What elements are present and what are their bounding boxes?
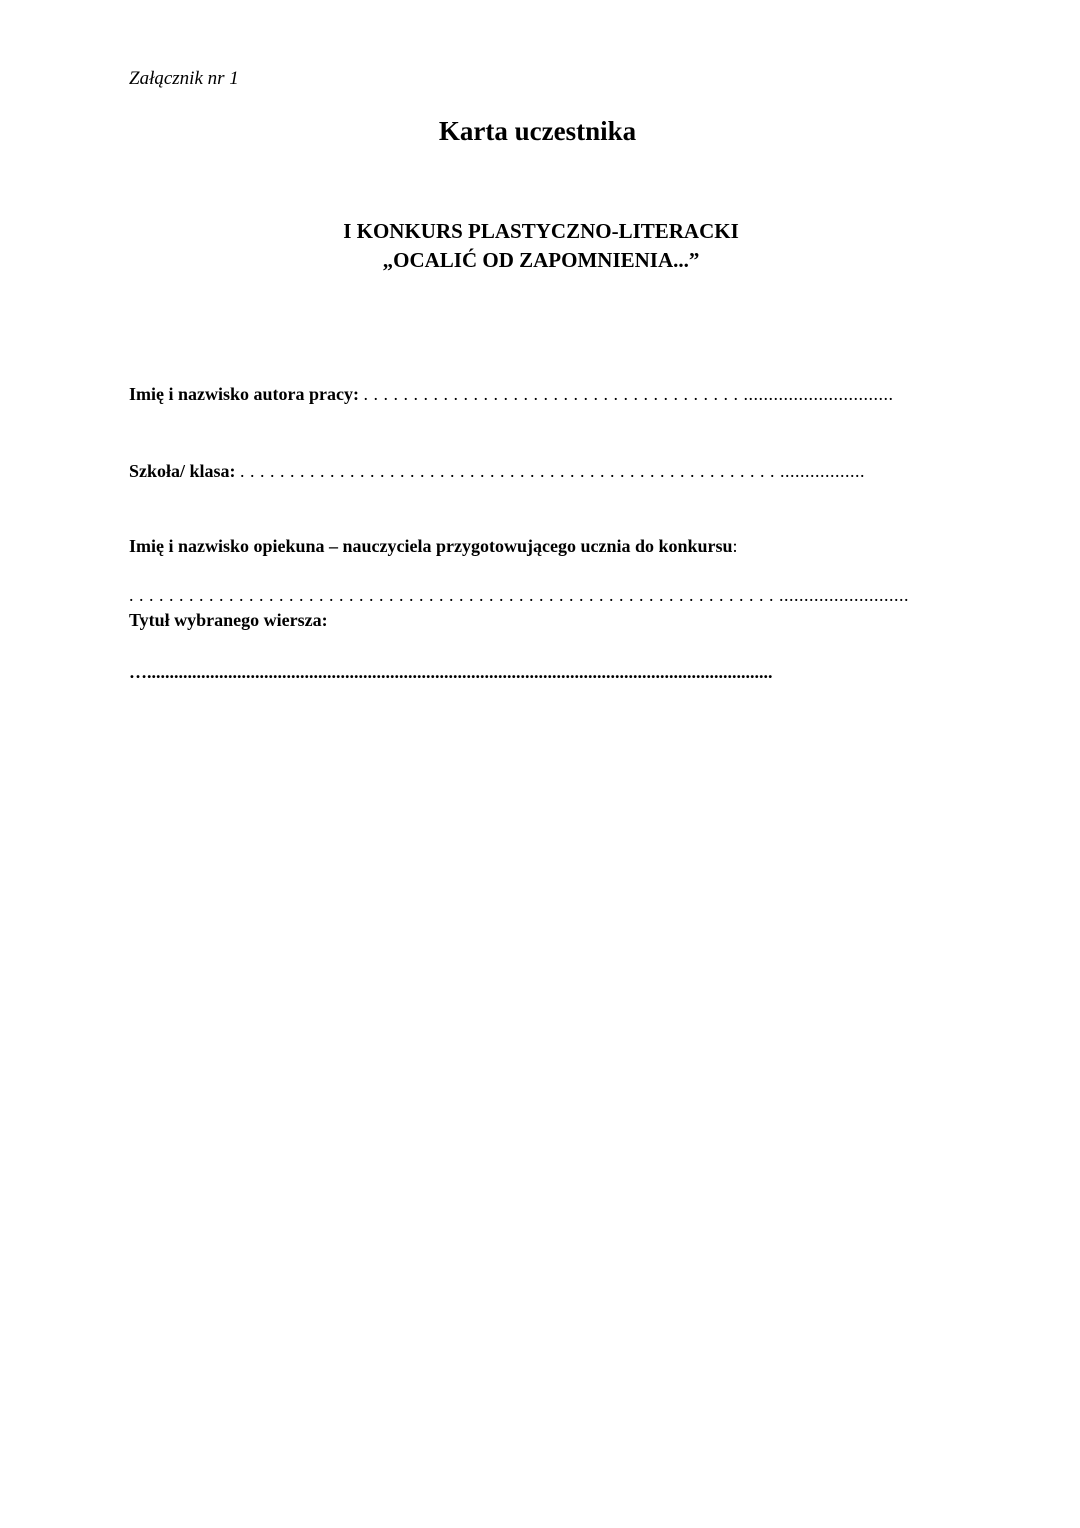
annex-label: Załącznik nr 1 bbox=[129, 68, 239, 89]
guardian-name-field bbox=[129, 535, 952, 557]
school-class-field[interactable] bbox=[129, 460, 952, 482]
contest-name: I KONKURS PLASTYCZNO-LITERACKI bbox=[343, 219, 739, 243]
guardian-name-fill-line[interactable] bbox=[129, 584, 952, 606]
school-class-fill-line: . . . . . . . . . . . . . . . . . . . . . . . . . . . . . . . . . . . . . . . . . . . . . . . . . . . . . . ................. bbox=[240, 461, 866, 481]
guardian-name-label: Imię i nazwisko opiekuna – nauczyciela przygotowującego ucznia do konkursu bbox=[129, 536, 733, 556]
poem-title-fill-line[interactable] bbox=[129, 661, 949, 683]
author-name-label: Imię i nazwisko autora pracy: bbox=[129, 384, 359, 404]
guardian-name-fill: . . . . . . . . . . . . . . . . . . . . . . . . . . . . . . . . . . . . . . . . . . . . . . . . . . . . . . . . . . . . . . . . . .......................... bbox=[129, 585, 909, 605]
poem-title-fill: …........................................................................................................................................... bbox=[129, 662, 773, 682]
poem-title-label: Tytuł wybranego wiersza: bbox=[129, 610, 328, 630]
school-class-label: Szkoła/ klasa: bbox=[129, 461, 236, 481]
guardian-name-colon: : bbox=[732, 536, 738, 556]
poem-title-field bbox=[129, 609, 952, 631]
author-name-field[interactable] bbox=[129, 383, 952, 405]
author-name-fill-line: . . . . . . . . . . . . . . . . . . . . . . . . . . . . . . . . . . . . . . .............................. bbox=[363, 384, 894, 404]
contest-motto: „OCALIĆ OD ZAPOMNIENIA...” bbox=[382, 248, 700, 272]
page-title: Karta uczestnika bbox=[438, 116, 637, 146]
